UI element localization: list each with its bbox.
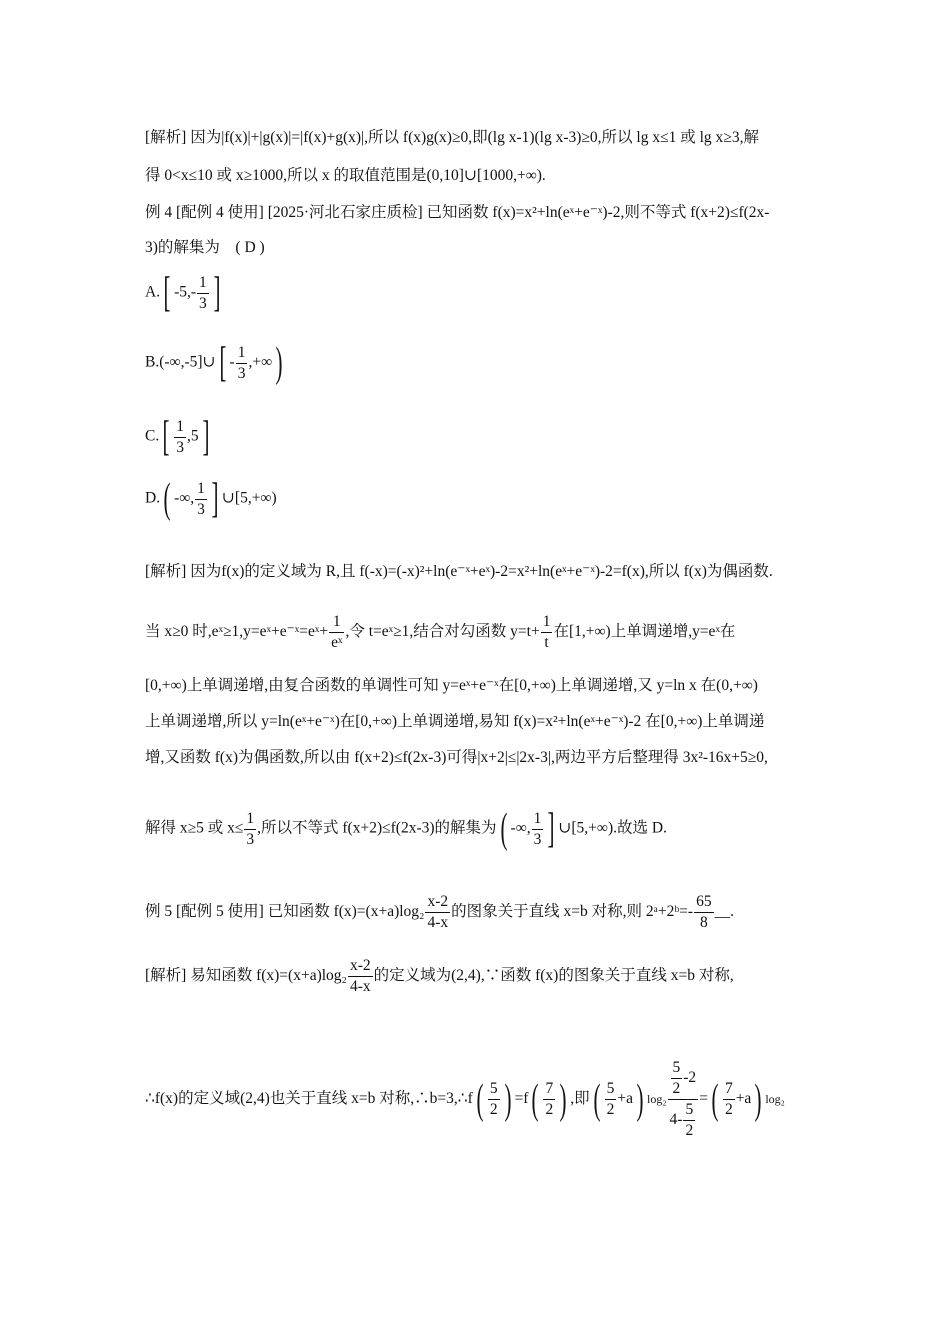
analysis4-line-2: 当 x≥0 时,eˣ≥1,y=eˣ+e⁻ˣ=eˣ+ $\frac{1}{\text{eˣ}}$ ,令 t=eˣ≥1,结合对勾函数 y=t+ $\frac{1}{t}$ 在[1,+∞)上单调递增,y=eˣ在: [145, 613, 736, 651]
example5-line: 例 5 [配例 5 使用] 已知函数 f(x)=(x+a)log₂ $\frac{x-2}{4-x}$ 的图象关于直线 x=b 对称,则 2ᵃ+2ᵇ=- $\frac{65}{8}$ __.: [145, 893, 734, 931]
option-a: A.[ -5,- $\frac{1}{3}$ ]: [145, 270, 221, 316]
example4-line-2: 3)的解集为 ( D ): [145, 239, 265, 256]
example4-line-1: 例 4 [配例 4 使用] [2025·河北石家庄质检] 已知函数 f(x)=x²+ln(eˣ+e⁻ˣ)-2,则不等式 f(x+2)≤f(2x-: [145, 204, 770, 221]
analysis4-line-4: 上单调递增,所以 y=ln(eˣ+e⁻ˣ)在[0,+∞)上单调递增,易知 f(x)=x²+ln(eˣ+e⁻ˣ)-2 在[0,+∞)上单调递: [145, 713, 765, 730]
analysis4-line-6: 解得 x≥5 或 x≤ $\frac{1}{3}$ ,所以不等式 f(x+2)≤f(2x-3)的解集为( -∞, $\frac{1}{3}$ ] ∪[5,+∞).故选 D.: [145, 806, 667, 852]
analysis-line-2: 得 0<x≤10 或 x≥1000,所以 x 的取值范围是(0,10]∪[1000,+∞).: [145, 167, 546, 184]
analysis5-line-2: ∴f(x)的定义域(2,4)也关于直线 x=b 对称,∴b=3,∴f( $\frac{5}{2}$ ) =f( $\frac{7}{2}$ ) ,即( $\frac{5}{2}$ +a) log₂ $\frac{5}{2}$ -2 4- $\frac{5}{2}$ =( $\frac{7}{2}$ +a) log₂: [145, 1059, 785, 1139]
analysis-line-1: [解析] 因为|f(x)|+|g(x)|=|f(x)+g(x)|,所以 f(x)g(x)≥0,即(lg x-1)(lg x-3)≥0,所以 lg x≤1 或 lg x≥3,解: [145, 129, 759, 146]
analysis4-line-1: [解析] 因为f(x)的定义域为 R,且 f(-x)=(-x)²+ln(e⁻ˣ+eˣ)-2=x²+ln(eˣ+e⁻ˣ)-2=f(x),所以 f(x)为偶函数.: [145, 563, 773, 580]
analysis5-line-1: [解析] 易知函数 f(x)=(x+a)log₂ $\frac{x-2}{4-x}$ 的定义域为(2,4),∵函数 f(x)的图象关于直线 x=b 对称,: [145, 957, 734, 995]
analysis4-line-3: [0,+∞)上单调递增,由复合函数的单调性可知 y=eˣ+e⁻ˣ在[0,+∞)上单调递增,又 y=ln x 在(0,+∞): [145, 677, 758, 694]
option-d: D.( -∞, $\frac{1}{3}$ ] ∪[5,+∞): [145, 476, 277, 522]
analysis4-line-5: 增,又函数 f(x)为偶函数,所以由 f(x+2)≤f(2x-3)可得|x+2|≤|2x-3|,两边平方后整理得 3x²-16x+5≥0,: [145, 749, 768, 766]
option-b: B.(-∞,-5]∪[ - $\frac{1}{3}$ ,+∞): [145, 340, 283, 386]
option-c: C.[ $\frac{1}{3}$ ,5]: [145, 414, 210, 460]
